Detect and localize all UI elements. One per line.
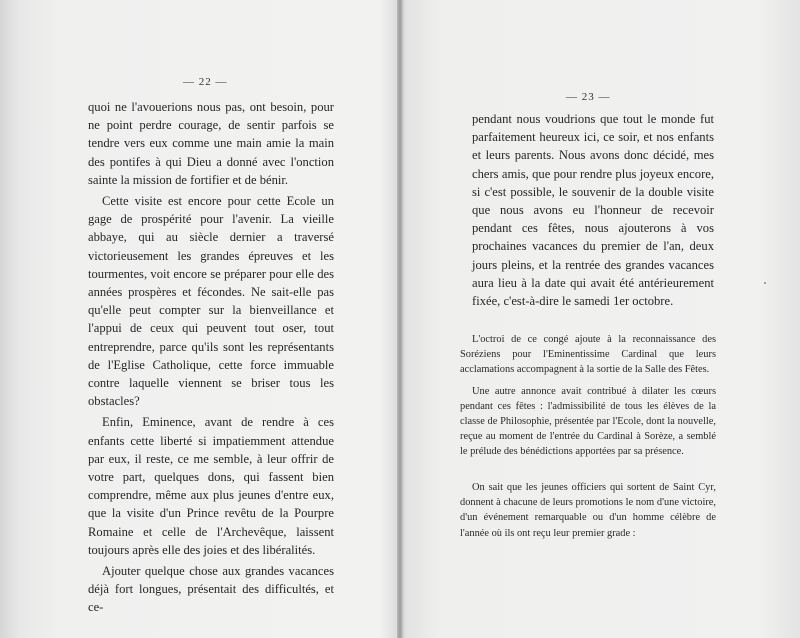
paragraph: Enfin, Eminence, avant de rendre à ces enfants cette liberté si impatiemment attendue par eux, il reste, ce me semble, à leur offrir de votre part, quelques dons, qui fassent bien comprendre, même aux plus jeunes d'entre eux, que la visite d'un Prince revêtu de la Pourpre Romaine et celle de l'Archevêque, laissent toujours après elle des joies et des libéralités. [88,415,334,557]
paragraph: quoi ne l'avouerions nous pas, ont besoin, pour ne point perdre courage, de sentir parfois se tendre vers eux comme une main amie la main des pontifes à qui Dieu a donné avec l'onction sainte la mission de fortifier et de bénir. [88,100,334,187]
page-number: — 23 — [566,91,611,103]
left-page-body [88,98,334,620]
paragraph: Ajouter quelque chose aux grandes vacances déjà fort longues, présentait des difficultés, et ce- [88,564,334,615]
note-paragraph: Une autre annonce avait contribué à dilater les cœurs pendant ces fêtes : l'admissibilité de tous les élèves de la classe de Philosophie, présentée par l'Ecole, dont la nouvelle, reçue au moment de l'entrée du Cardinal à Sorèze, a semblé le prélude des bénédictions apportées par sa présence. [460,385,716,458]
note-block [460,332,716,466]
right-page [402,0,800,638]
final-paragraph: On sait que les jeunes officiers qui sortent de Saint Cyr, donnent à chacune de leurs promotions le nom d'une victoire, d'un événement remarquable ou d'un homme célèbre de l'année où ils ont reçu leur premier grade : [460,482,716,539]
final-block [460,480,716,547]
note-paragraph: L'octroi de ce congé ajoute à la reconnaissance des Soréziens pour l'Eminentissime Cardinal que leurs acclamations accompagnent à la sortie de la Salle des Fêtes. [460,334,716,376]
paragraph: Cette visite est encore pour cette Ecole un gage de prospérité pour l'avenir. La vieille abbaye, qui au siècle dernier a traversé victorieusement les grandes épreuves et les tourmentes, voit encore se préparer pour elle des années prospères et fécondes. Ne sait-elle pas qu'elle peut compter sur la bienveillance et l'appui de ceux qui peuvent tout oser, tout entreprendre, parce qu'ils sont les représentants de l'Eglise Catholique, cette force immuable contre laquelle viennent se briser tous les obstacles? [88,194,334,409]
paragraph: pendant nous voudrions que tout le monde fut parfaitement heureux ici, ce soir, et nos enfants et leurs parents. Nous avons donc décidé, mes chers amis, que pour rendre plus joyeux encore, si c'est possible, le souvenir de la double visite que nous avons eu l'honneur de recevoir pendant ces fêtes, nous ajouterons à vos prochaines vacances du premier de l'an, deux jours pleins, et la rentrée des grandes vacances aura lieu à la date qui avait été antérieurement fixée, c'est-à-dire le samedi 1er octobre. [472,112,714,309]
paper-speck [764,282,766,284]
right-page-body [472,110,714,313]
page-number: — 22 — [183,76,228,88]
